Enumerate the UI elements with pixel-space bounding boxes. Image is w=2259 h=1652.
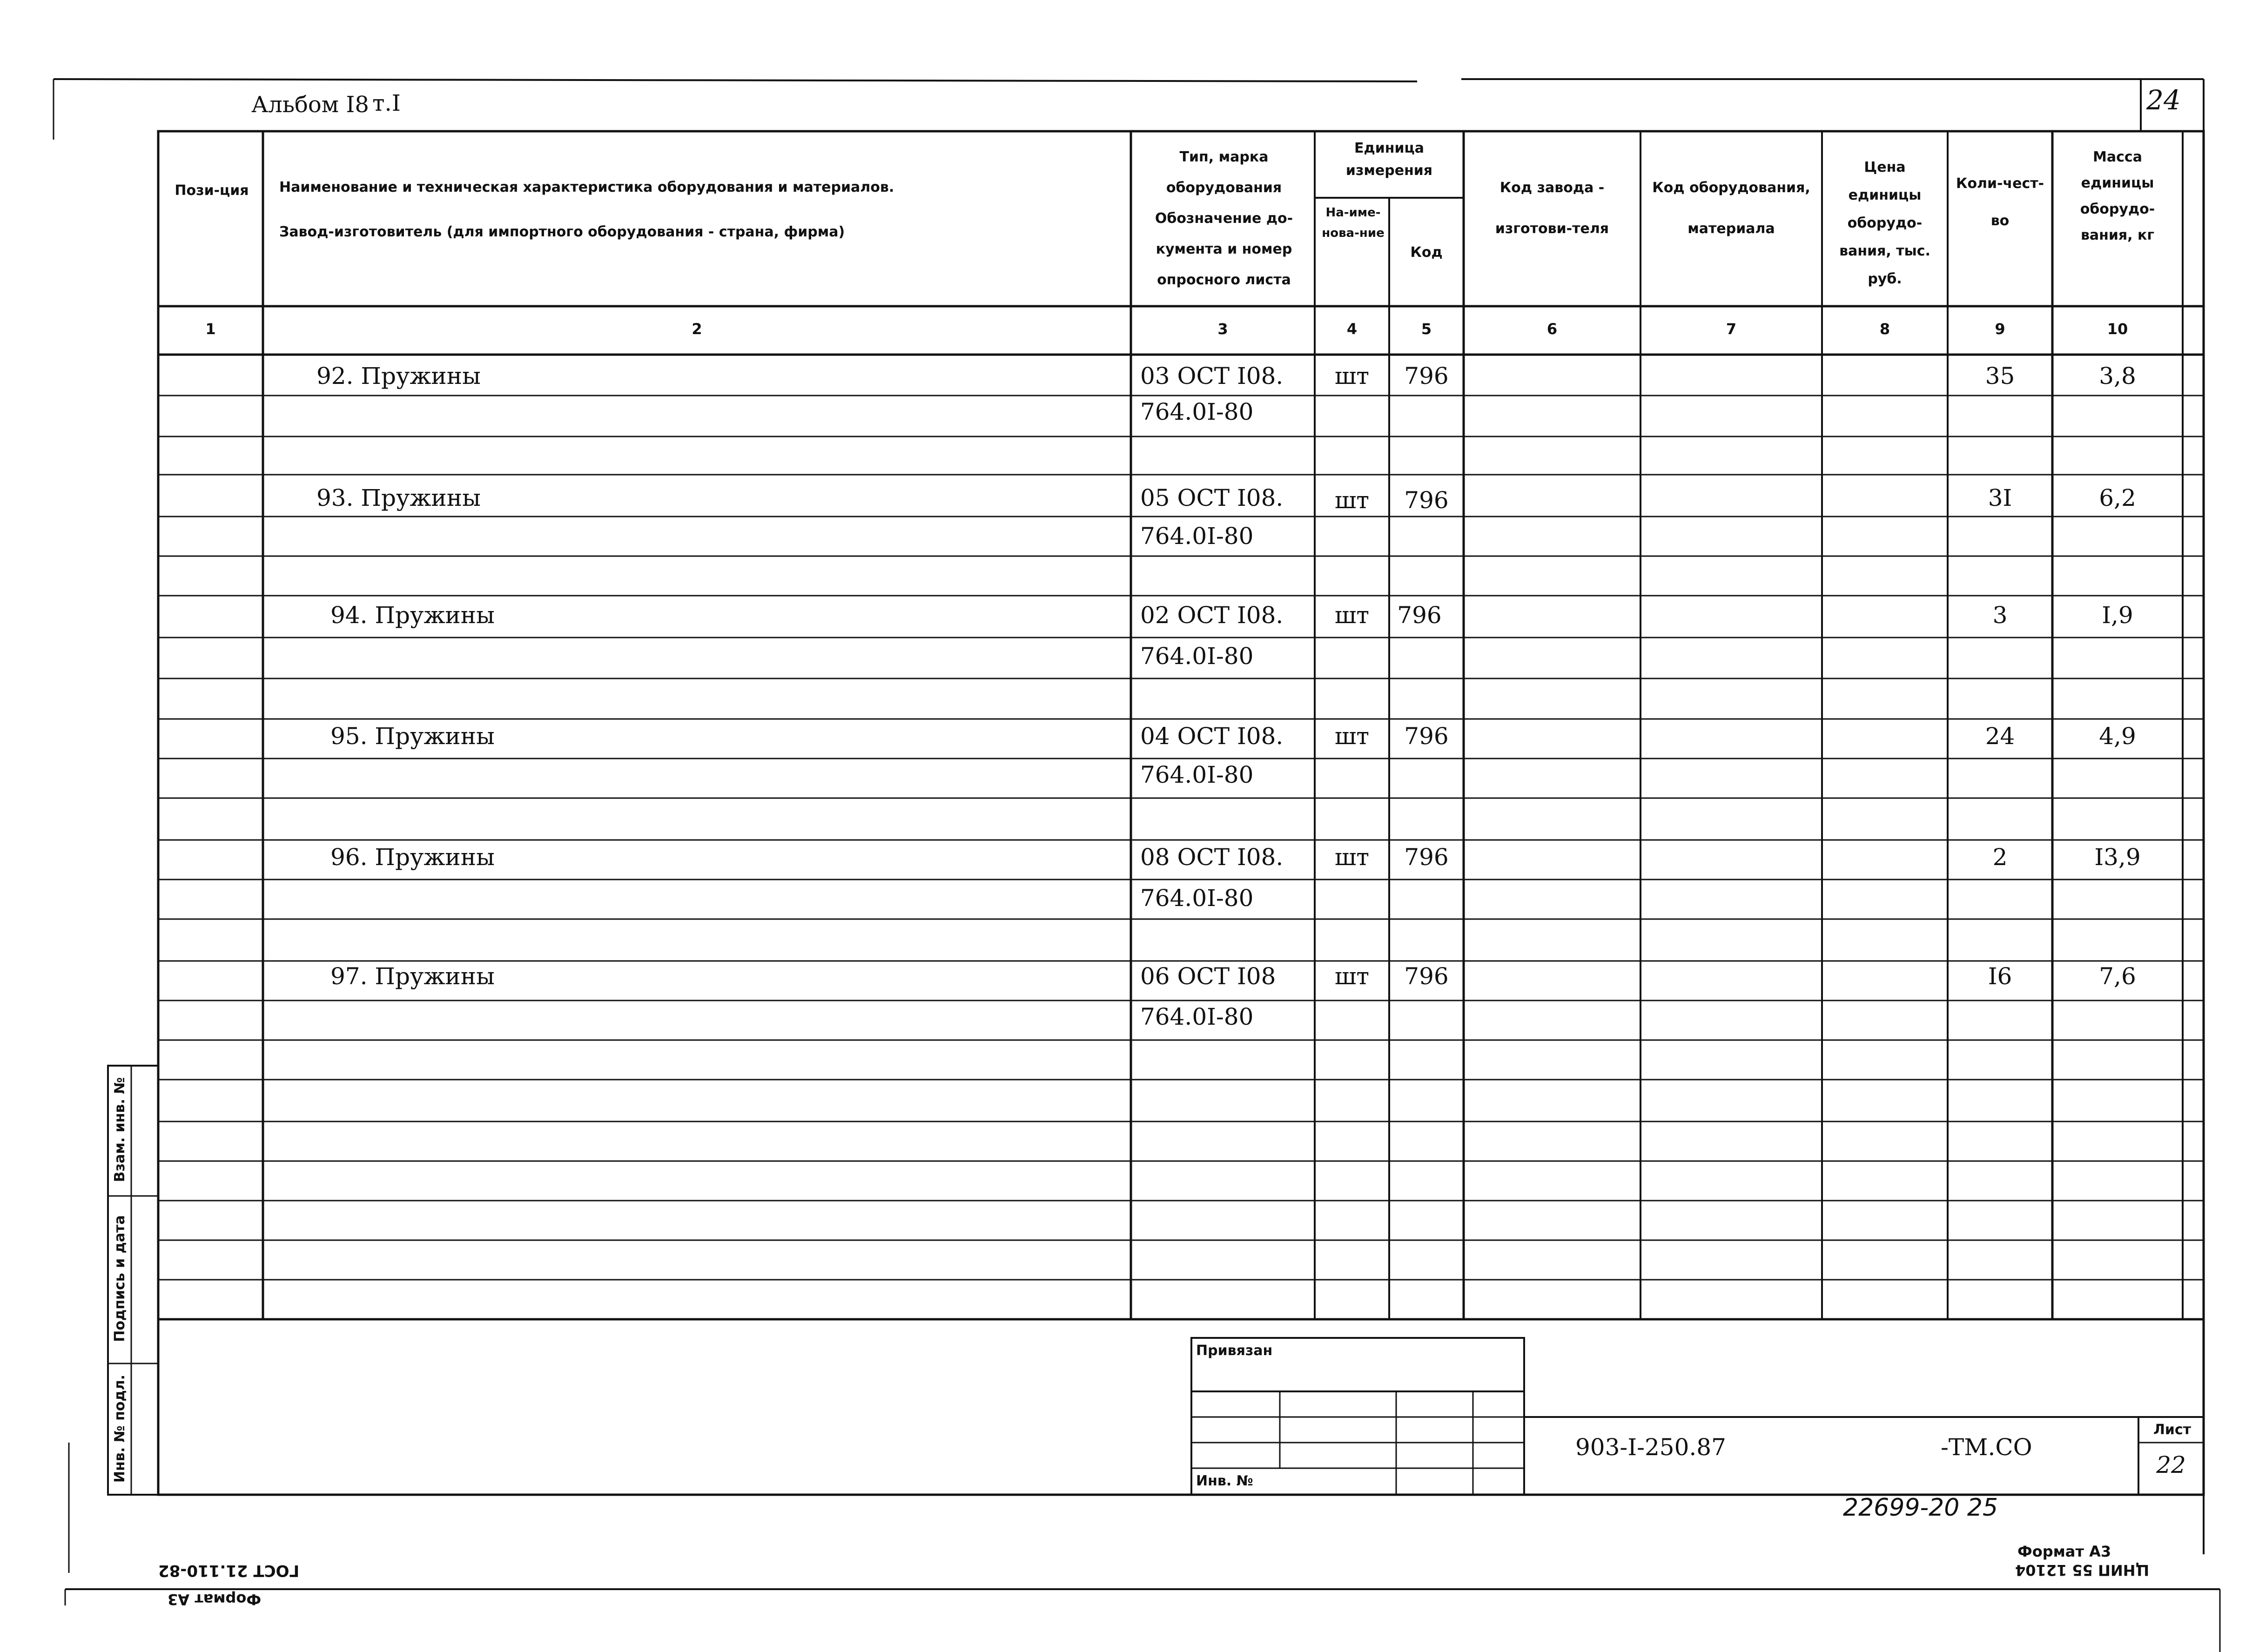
tb-privyazan: Привязан xyxy=(1196,1343,1273,1359)
item-document: 764.0I-80 xyxy=(1140,1003,1254,1030)
column-number: 5 xyxy=(1421,320,1432,338)
column-number: 1 xyxy=(205,320,216,338)
header-name-line2: Завод-изготовитель (для импортного оборудования - страна, фирма) xyxy=(279,224,845,240)
item-name: 93. Пружины xyxy=(316,484,481,511)
item-quantity: 2 xyxy=(1992,844,2008,871)
item-document: 764.0I-80 xyxy=(1140,643,1254,670)
item-unit: шт xyxy=(1334,363,1370,389)
header-position: Пози-ция xyxy=(175,182,249,199)
column-number: 4 xyxy=(1346,320,1358,338)
item-quantity: 35 xyxy=(1985,363,2015,389)
item-type-mark: 03 ОСТ I08. xyxy=(1140,363,1284,389)
item-document: 764.0I-80 xyxy=(1140,398,1254,425)
column-number: 3 xyxy=(1217,320,1228,338)
header-equipment-code: Код оборудования, материала xyxy=(1652,180,1810,237)
format-label-right: Формат А3 xyxy=(2017,1543,2111,1560)
item-mass: I,9 xyxy=(2102,602,2133,629)
page-number: 24 xyxy=(2146,84,2181,116)
tb-inv-no: Инв. № xyxy=(1196,1473,1253,1489)
item-unit-code: 796 xyxy=(1404,963,1449,990)
item-unit-code: 796 xyxy=(1404,487,1449,514)
item-mass: I3,9 xyxy=(2094,844,2141,871)
stamp-inv-orig: Инв. № подл. xyxy=(112,1374,128,1483)
handwritten-number: 22699-20 25 xyxy=(1843,1494,1998,1522)
item-document: 764.0I-80 xyxy=(1140,761,1254,788)
cipher-mirrored: ЦНИП 55 12104 xyxy=(2015,1561,2150,1579)
column-number: 7 xyxy=(1726,320,1737,338)
column-number: 2 xyxy=(692,320,702,338)
column-number: 10 xyxy=(2107,320,2128,338)
column-number: 9 xyxy=(1995,320,2005,338)
item-unit-code: 796 xyxy=(1404,363,1449,389)
header-name-line1: Наименование и техническая характеристика оборудования и материалов. xyxy=(279,179,894,195)
format-label-mirrored: Формат А3 xyxy=(168,1591,262,1608)
header-unit-code: Код xyxy=(1410,244,1443,261)
item-unit: шт xyxy=(1334,844,1370,871)
item-type-mark: 02 ОСТ I08. xyxy=(1140,602,1284,629)
header-factory-code: Код завода - изготови-теля xyxy=(1495,180,1609,237)
gost-mirrored: ГОСТ 21.110-82 xyxy=(158,1561,300,1580)
tb-sheet-label: Лист xyxy=(2153,1422,2192,1438)
item-type-mark: 05 ОСТ I08. xyxy=(1140,484,1284,511)
header-unit-name: На-име-нова-ние xyxy=(1322,206,1385,240)
header-quantity: Коли-чест-во xyxy=(1956,175,2044,229)
item-unit: шт xyxy=(1334,602,1370,629)
tb-suffix: -ТМ.СО xyxy=(1941,1434,2032,1461)
item-unit: шт xyxy=(1334,487,1370,514)
album-label: Альбом I8 xyxy=(251,92,369,118)
item-mass: 6,2 xyxy=(2099,484,2136,511)
item-type-mark: 06 ОСТ I08 xyxy=(1140,963,1276,990)
item-quantity: I6 xyxy=(1988,963,2012,990)
item-type-mark: 04 ОСТ I08. xyxy=(1140,723,1284,750)
header-unit-group: Единица измерения xyxy=(1345,140,1433,179)
stamp-inv-repl: Взам. инв. № xyxy=(112,1077,128,1182)
item-quantity: 24 xyxy=(1985,723,2015,750)
item-unit-code: 796 xyxy=(1404,723,1449,750)
item-unit: шт xyxy=(1334,963,1370,990)
item-name: 92. Пружины xyxy=(316,363,481,389)
item-name: 96. Пружины xyxy=(330,844,495,871)
tb-designation: 903-I-250.87 xyxy=(1575,1434,1726,1461)
item-unit-code: 796 xyxy=(1397,602,1442,629)
item-quantity: 3 xyxy=(1992,602,2008,629)
item-document: 764.0I-80 xyxy=(1140,885,1254,912)
stamp-sign-date: Подпись и дата xyxy=(112,1215,128,1342)
item-unit: шт xyxy=(1334,723,1370,750)
item-name: 97. Пружины xyxy=(330,963,495,990)
item-mass: 7,6 xyxy=(2099,963,2136,990)
item-document: 764.0I-80 xyxy=(1140,523,1254,550)
item-unit-code: 796 xyxy=(1404,844,1449,871)
column-number: 8 xyxy=(1879,320,1890,338)
header-type-mark: Тип, марка оборудования Обозначение до-кумента и номер опросного листа xyxy=(1155,149,1293,288)
item-name: 95. Пружины xyxy=(330,723,495,750)
item-mass: 4,9 xyxy=(2099,723,2136,750)
item-quantity: 3I xyxy=(1988,484,2012,511)
item-mass: 3,8 xyxy=(2099,363,2136,389)
tb-sheet-no: 22 xyxy=(2156,1451,2186,1478)
header-unit-mass: Масса единицы оборудо-вания, кг xyxy=(2080,149,2155,243)
item-type-mark: 08 ОСТ I08. xyxy=(1140,844,1284,871)
column-number: 6 xyxy=(1546,320,1558,338)
item-name: 94. Пружины xyxy=(330,602,495,629)
album-part: т.I xyxy=(372,90,401,116)
header-unit-price: Цена единицы оборудо-вания, тыс. руб. xyxy=(1839,159,1930,287)
